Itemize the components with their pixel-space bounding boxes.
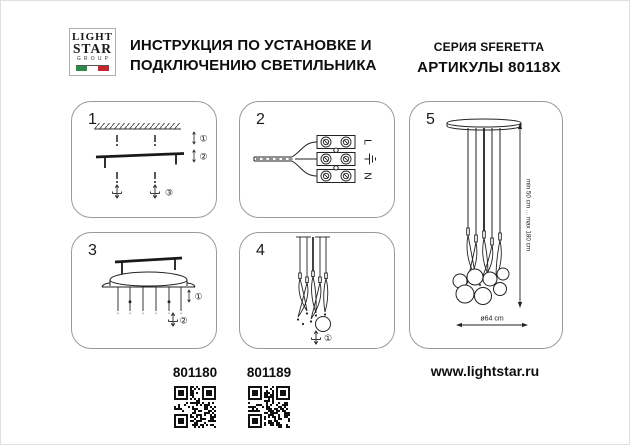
ceiling-drawing	[94, 123, 181, 129]
panel-step-4	[239, 232, 395, 349]
step-label-2: ②	[179, 315, 188, 326]
screw-icon	[169, 313, 178, 326]
glass-spheres-drawing	[453, 268, 509, 305]
article-code: 801189	[246, 365, 292, 380]
article-block-801180	[163, 365, 227, 428]
step-label-1: ①	[194, 291, 203, 302]
panel-step-1	[71, 101, 217, 218]
step-number-1: 1	[88, 111, 97, 128]
step-label-3: ③	[164, 187, 174, 198]
article-block-801189	[237, 365, 301, 428]
screw-icon	[151, 185, 160, 198]
qr-code	[174, 386, 216, 428]
step-5-diagram	[410, 102, 562, 348]
step-label-1: ①	[323, 333, 333, 343]
screws-upper-drawing	[116, 135, 156, 146]
series-block	[401, 40, 577, 76]
height-range-label: min 50 cm ... max 180 cm	[524, 178, 532, 252]
terminal-label-neutral: N	[361, 172, 374, 180]
terminal-screw-icon	[321, 154, 331, 164]
supply-cable-drawing	[254, 142, 317, 176]
articles-name: АРТИКУЛЫ 80118X	[417, 59, 561, 76]
terminal-screw-icon	[341, 171, 351, 181]
article-code: 801180	[172, 365, 218, 380]
screws-lower-drawing	[116, 172, 156, 183]
terminal-label-live: L	[361, 139, 374, 145]
title-line-2: ПОДКЛЮЧЕНИЮ СВЕТИЛЬНИКА	[130, 57, 377, 74]
series-name: СЕРИЯ SFERETTA	[433, 40, 545, 54]
terminal-screw-icon	[341, 137, 351, 147]
mounting-bracket-drawing	[96, 154, 184, 169]
panel-step-3	[71, 232, 217, 349]
step-number-4: 4	[256, 242, 265, 259]
lightstar-logo	[69, 28, 116, 76]
screw-icon	[113, 185, 122, 198]
leader-arrow-icon	[193, 132, 196, 144]
step-label-2: ②	[199, 151, 208, 162]
step-label-1: ①	[199, 133, 208, 144]
suspension-cords-drawing	[296, 237, 330, 283]
glass-sphere-drawing	[316, 317, 331, 332]
logo-text-star: STAR	[72, 41, 112, 56]
screw-icon	[312, 331, 321, 344]
page-title	[130, 36, 377, 76]
panel-step-2	[239, 101, 395, 218]
leader-arrow-icon	[188, 290, 191, 302]
panel-step-5	[409, 101, 563, 349]
ground-icon	[365, 154, 376, 165]
terminal-screw-icon	[321, 137, 331, 147]
canopy-drawing	[102, 272, 195, 287]
leader-arrow-icon	[193, 150, 196, 162]
logo-text-light: LIGHT	[71, 31, 114, 43]
suspension-cords-drawing	[467, 128, 502, 245]
diameter-dimension	[456, 316, 528, 328]
step-number-2: 2	[256, 111, 265, 128]
step-number-3: 3	[88, 242, 97, 259]
italy-flag-icon	[76, 65, 109, 71]
logo-text-group: GROUP	[76, 56, 112, 62]
step-number-5: 5	[426, 111, 435, 128]
height-dimension	[518, 123, 532, 308]
qr-code	[248, 386, 290, 428]
terminal-screw-icon	[341, 154, 351, 164]
hanging-wires-drawing	[118, 287, 181, 315]
terminal-screw-icon	[321, 171, 331, 181]
title-line-1: ИНСТРУКЦИЯ ПО УСТАНОВКЕ И	[130, 37, 372, 54]
diameter-label: ø64 cm	[480, 315, 504, 323]
website-url: www.lightstar.ru	[430, 363, 540, 379]
